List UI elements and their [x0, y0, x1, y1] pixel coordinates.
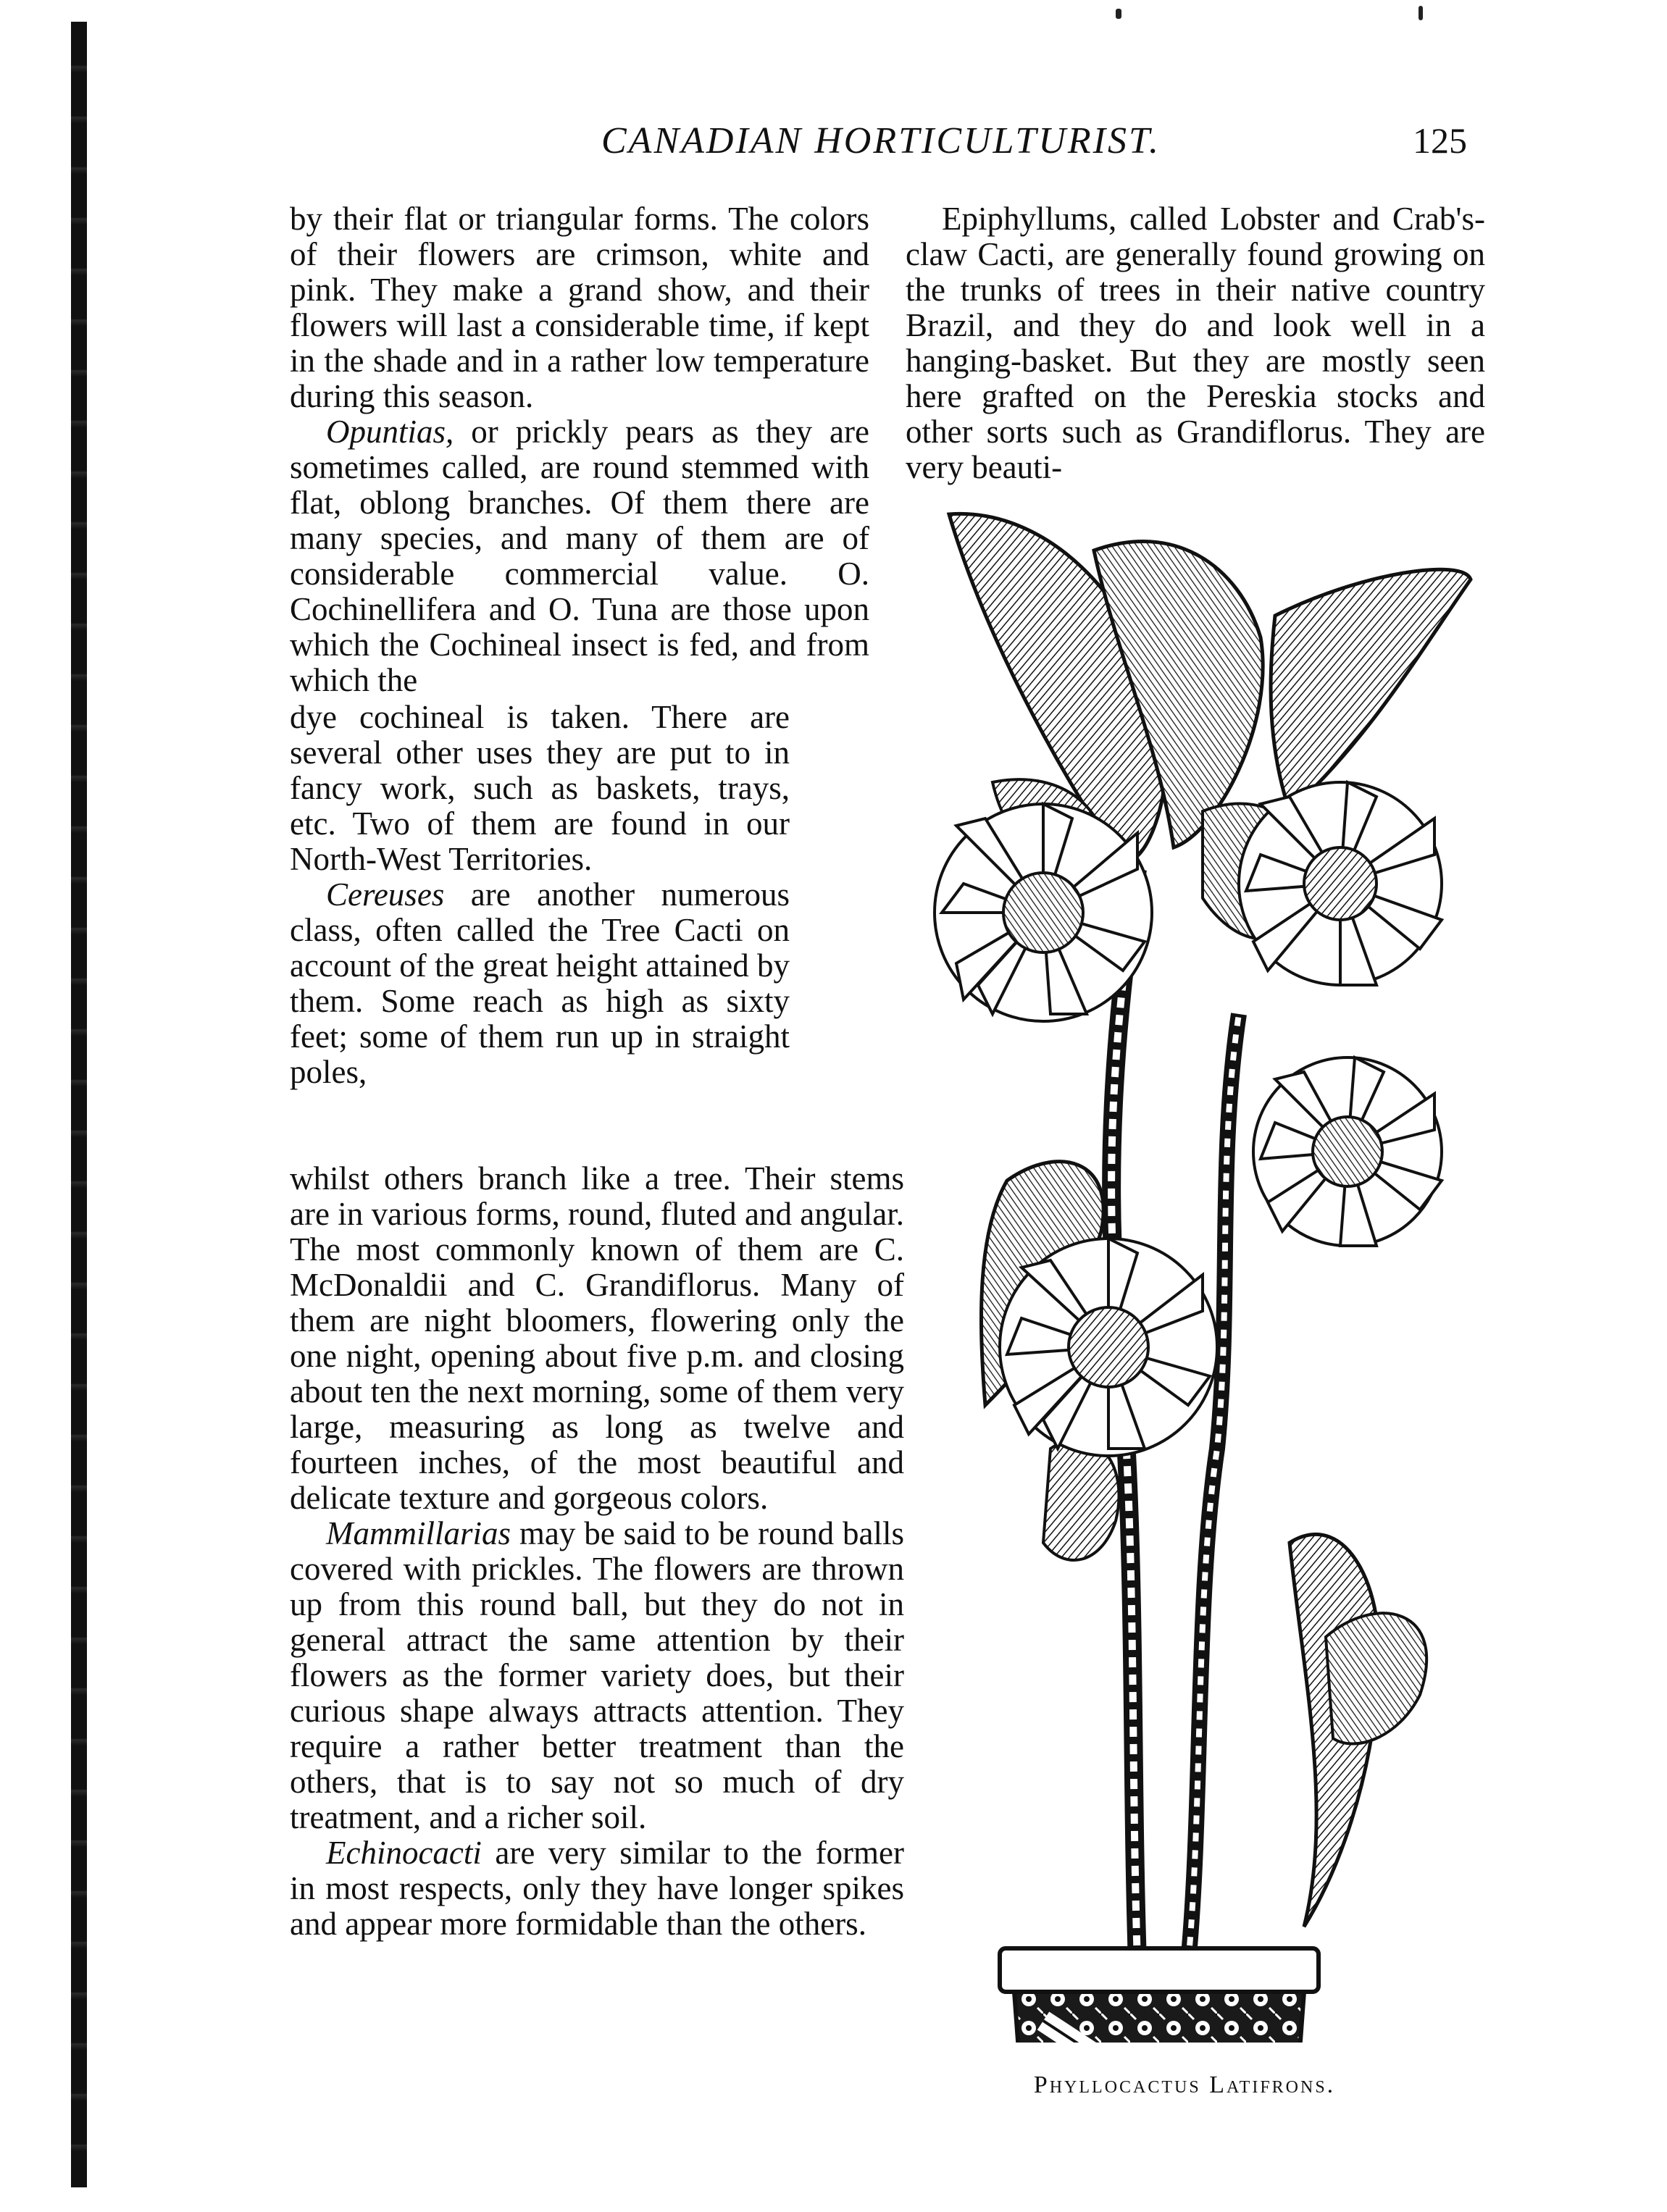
genus-name: Opuntias,	[326, 414, 454, 450]
genus-name: Cereuses	[326, 876, 445, 913]
echinocacti-paragraph	[290, 1835, 904, 1942]
mammillarias-paragraph	[290, 1516, 904, 1835]
journal-title: CANADIAN HORTICULTURIST.	[601, 120, 1161, 162]
genus-name: Mammillarias	[326, 1515, 511, 1551]
left-column-middle	[290, 700, 790, 1090]
flower-top-right	[1239, 782, 1442, 985]
epiphyllums-paragraph: Epiphyllums, called Lobster and Crab's-claw Cacti, are generally found growing on the trunks of trees in their native country Brazil, and they do and look well in a hanging-basket. But they are mostly seen here grafted on the Pereskia stocks and other sorts such as Grandiflorus. They are very beauti-	[906, 201, 1485, 485]
left-column-top	[290, 201, 869, 698]
opuntias-paragraph	[290, 414, 869, 698]
paragraph: dye cochineal is taken. There are several other uses they are put to in fancy work, such as baskets, trays, etc. Two of them are found in our North-West Territories.	[290, 699, 790, 877]
paragraph-text: are another numerous class, often called the Tree Cacti on account of the great height attained by them. Some reach as high as sixty feet; some of them run up in straight poles,	[290, 876, 790, 1090]
figure-caption: Phyllocactus Latifrons.	[1033, 2071, 1336, 2098]
potted-cactus-illustration	[898, 507, 1485, 2043]
paragraph: whilst others branch like a tree. Their stems are in various forms, round, fluted and angular. The most commonly known of them are C. McDonaldii and C. Grandiflorus. Many of them are night bloomers, flowering only the one night, opening about five p.m. and closing about ten the next morning, some of them very large, measuring as long as twelve and fourteen inches, of the most beautiful and delicate texture and gorgeous colors.	[290, 1160, 904, 1516]
left-column-bottom	[290, 1161, 904, 1942]
running-header	[290, 120, 1521, 170]
right-column-top	[906, 201, 1485, 485]
page-number: 125	[1413, 120, 1467, 161]
paragraph-text: are very similar to the former in most respects, only they have longer spikes and appear more formidable than the others.	[290, 1835, 904, 1942]
flower-top-left	[935, 804, 1152, 1021]
paragraph: by their flat or triangular forms. The colors of their flowers are crimson, white and pink. They make a grand show, and their flowers will last a considerable time, if kept in the shade and in a rather low temperature during this season.	[290, 201, 869, 414]
scan-speck	[1419, 6, 1423, 20]
flower-pot	[1000, 1948, 1319, 2043]
book-spine-edge	[71, 22, 87, 2187]
flower-lower	[1000, 1239, 1217, 1456]
cactus-engraving	[898, 507, 1485, 2043]
scan-speck	[1116, 9, 1121, 19]
genus-name: Echinocacti	[326, 1835, 482, 1871]
paragraph-text: or prickly pears as they are sometimes called, are round stemmed with flat, oblong branches. Of them there are many species, and many of them are of considerable commercial value. O. Cochinellifera and O. Tuna are those upon which the Cochineal insect is fed, and from which the	[290, 414, 869, 698]
cereuses-paragraph	[290, 877, 790, 1090]
flower-middle-right	[1253, 1057, 1442, 1246]
paragraph-text: may be said to be round balls covered with prickles. The flowers are thrown up from this round ball, but they do not in general attract the same attention by their flowers as the former variety does, but their curious shape always attracts attention. They require a rather better treatment than the others, that is to say not so much of dry treatment, and a richer soil.	[290, 1515, 904, 1835]
